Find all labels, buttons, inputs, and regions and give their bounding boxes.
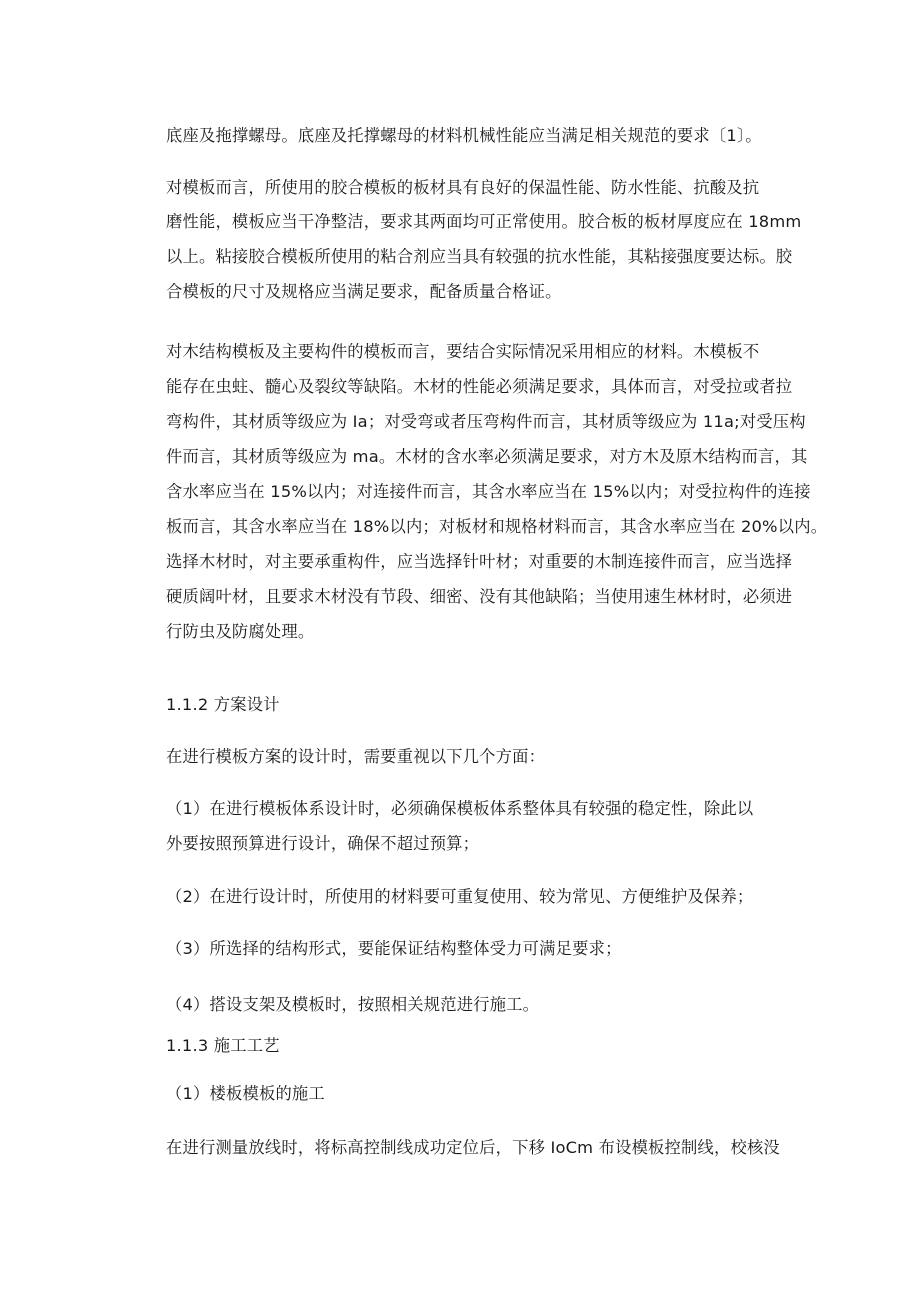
paragraph-1-line-3: 以上。粘接胶合模板所使用的粘合剂应当具有较强的抗水性能，其粘接强度要达标。胶 (166, 247, 793, 266)
paragraph-2-line-2: 能存在虫蛀、髓心及裂纹等缺陷。木材的性能必须满足要求，具体而言，对受拉或者拉 (166, 377, 793, 396)
paragraph-1-line-1: 对模板而言，所使用的胶合模板的板材具有良好的保温性能、防水性能、抗酸及抗 (166, 178, 760, 197)
list-item-3: （3）所选择的结构形式，要能保证结构整体受力可满足要求； (166, 939, 622, 958)
heading-1-1-3: 1.1.3 施工工艺 (166, 1036, 280, 1055)
paragraph-2-line-6: 板而言，其含水率应当在 18%以内；对板材和规格材料而言，其含水率应当在 20%以内。 (166, 517, 828, 536)
list-item-1-line-1: （1）在进行模板体系设计时，必须确保模板体系整体具有较强的稳定性，除此以 (166, 799, 754, 818)
heading-1-1-2: 1.1.2 方案设计 (166, 695, 280, 714)
list-item-2: （2）在进行设计时，所使用的材料要可重复使用、较为常见、方便维护及保养； (166, 887, 754, 906)
paragraph-2-line-7: 选择木材时，对主要承重构件，应当选择针叶材；对重要的木制连接件而言，应当选择 (166, 552, 793, 571)
paragraph-2-line-1: 对木结构模板及主要构件的模板而言，要结合实际情况采用相应的材料。木模板不 (166, 342, 760, 361)
paragraph-4-line-1: 在进行测量放线时，将标高控制线成功定位后，下移 IoCm 布设模板控制线，校核没 (166, 1138, 780, 1157)
subheading-floor-formwork: （1）楼板模板的施工 (166, 1084, 325, 1103)
paragraph-3-line-1: 在进行模板方案的设计时，需要重视以下几个方面： (166, 747, 546, 766)
paragraph-2-line-5: 含水率应当在 15%以内；对连接件而言，其含水率应当在 15%以内；对受拉构件的连接 (166, 482, 811, 501)
list-item-1-line-2: 外要按照预算进行设计，确保不超过预算； (166, 834, 480, 853)
list-item-4: （4）搭设支架及模板时，按照相关规范进行施工。 (166, 995, 540, 1014)
paragraph-0-line-1: 底座及拖撑螺母。底座及托撑螺母的材料机械性能应当满足相关规范的要求〔1〕。 (166, 126, 762, 145)
paragraph-1-line-2: 磨性能，模板应当干净整洁，要求其两面均可正常使用。胶合板的板材厚度应在 18mm (166, 212, 802, 231)
paragraph-2-line-4: 件而言，其材质等级应为 ma。木材的含水率必须满足要求，对方木及原木结构而言，其 (166, 447, 808, 466)
paragraph-1-line-4: 合模板的尺寸及规格应当满足要求，配备质量合格证。 (166, 282, 562, 301)
paragraph-2-line-9: 行防虫及防腐处理。 (166, 622, 315, 641)
paragraph-2-line-8: 硬质阔叶材，且要求木材没有节段、细密、没有其他缺陷；当使用速生林材时，必须进 (166, 587, 793, 606)
paragraph-2-line-3: 弯构件，其材质等级应为 Ia；对受弯或者压弯构件而言，其材质等级应为 11a;对受压构 (166, 412, 806, 431)
